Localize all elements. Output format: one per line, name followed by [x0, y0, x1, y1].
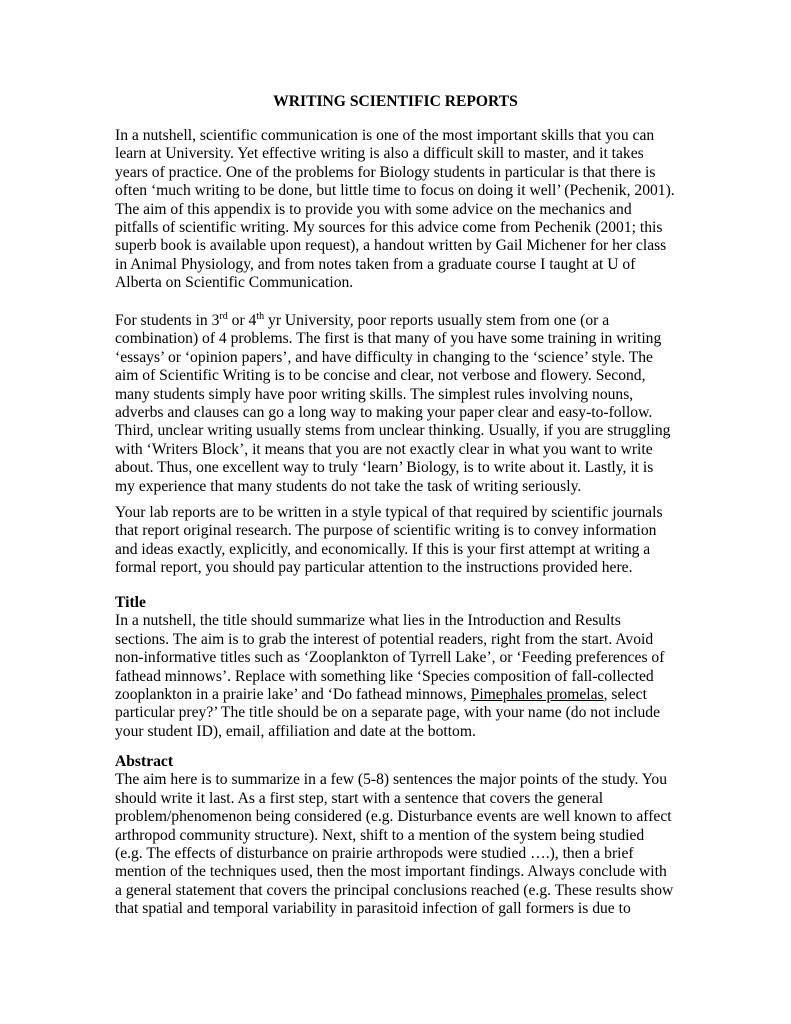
- paragraph-line: non-informative titles such as ‘Zooplankton of Tyrrell Lake’, or ‘Feeding preferences of: [115, 649, 665, 667]
- text: zooplankton in a prairie lake’ and ‘Do fathead minnows,: [115, 686, 471, 704]
- superscript: rd: [219, 311, 228, 322]
- paragraph-problems: [115, 312, 670, 496]
- paragraph-line: your student ID), email, affiliation and date at the bottom.: [115, 722, 476, 740]
- paragraph-line: that spatial and temporal variability in parasitoid infection of gall formers is due to: [115, 900, 631, 918]
- section-title: [115, 594, 664, 741]
- paragraph-line: adverbs and clauses can go a long way to making your paper clear and easy-to-follow.: [115, 404, 653, 422]
- paragraph-line: learn at University. Yet effective writing is also a difficult skill to master, and it takes: [115, 145, 644, 163]
- paragraph-line: In a nutshell, the title should summarize what lies in the Introduction and Results: [115, 612, 621, 630]
- paragraph-line: my experience that many students do not take the task of writing seriously.: [115, 477, 582, 495]
- paragraph-line: Alberta on Scientific Communication.: [115, 274, 354, 292]
- paragraph-line: with ‘Writers Block’, it means that you are not exactly clear in what you want to write: [115, 440, 653, 458]
- paragraph-line: Your lab reports are to be written in a style typical of that required by scientific journals: [115, 504, 663, 521]
- paragraph-line: many students simply have poor writing skills. The simplest rules involving nouns,: [115, 385, 634, 403]
- paragraph-line: The aim of this appendix is to provide you with some advice on the mechanics and: [115, 200, 632, 218]
- superscript: th: [256, 311, 265, 322]
- paragraph-line: that report original research. The purpose of scientific writing is to convey information: [115, 522, 657, 540]
- paragraph-line: problem/phenomenon being considered (e.g. Disturbance events are well known to affect: [115, 808, 672, 826]
- paragraph-line: aim of Scientific Writing is to be concise and clear, not verbose and flowery. Second,: [115, 367, 646, 385]
- paragraph-line: about. Thus, one excellent way to truly ‘learn’ Biology, is to write about it. Lastly, it is: [115, 459, 654, 477]
- section-heading: Title: [115, 594, 146, 611]
- document-title: WRITING SCIENTIFIC REPORTS: [273, 93, 518, 110]
- paragraph-line: Third, unclear writing usually stems from unclear thinking. Usually, if you are struggling: [115, 422, 671, 440]
- paragraph-line: arthropod community structure). Next, shift to a mention of the system being studied: [115, 826, 645, 844]
- species-name: Pimephales promelas: [470, 686, 604, 704]
- paragraph-line: pitfalls of scientific writing. My sources for this advice come from Pechenik (2001; this: [115, 219, 663, 237]
- text: For students in 3: [115, 312, 220, 329]
- paragraph-line: mention of the techniques used, then the most important findings. Always conclude with: [115, 863, 667, 881]
- paragraph-line: superb book is available upon request), a handout written by Gail Michener for her class: [115, 237, 667, 255]
- paragraph-line: [115, 312, 670, 330]
- paragraph-line: years of practice. One of the problems for Biology students in particular is that there is: [115, 163, 656, 181]
- paragraph-intro: [115, 127, 675, 293]
- paragraph-line: formal report, you should pay particular attention to the instructions provided here.: [115, 559, 633, 577]
- paragraph-line: ‘essays’ or ‘opinion papers’, and have difficulty in changing to the ‘science’ style. The: [115, 348, 653, 366]
- section-heading: Abstract: [115, 753, 174, 770]
- paragraph-line: fathead minnows’. Replace with something like ‘Species composition of fall-collected: [115, 667, 654, 685]
- paragraph-line: particular prey?’ The title should be on a separate page, with your name (do not include: [115, 704, 661, 722]
- paragraph-line: and ideas exactly, explicitly, and economically. If this is your first attempt at writing a: [115, 540, 651, 558]
- section-abstract: [115, 753, 673, 919]
- paragraph-line: often ‘much writing to be done, but little time to focus on doing it well’ (Pechenik, 2001).: [115, 182, 675, 200]
- text: , select: [603, 686, 647, 704]
- paragraph-line: a general statement that covers the principal conclusions reached (e.g. These results show: [115, 881, 674, 899]
- paragraph-line: In a nutshell, scientific communication is one of the most important skills that you can: [115, 127, 655, 144]
- paragraph-line: combination) of 4 problems. The first is that many of you have some training in writing: [115, 330, 662, 348]
- paragraph-line: The aim here is to summarize in a few (5-8) sentences the major points of the study. You: [115, 771, 668, 789]
- text: or 4: [227, 312, 257, 329]
- paragraph-line: [115, 686, 664, 704]
- paragraph-line: should write it last. As a first step, start with a sentence that covers the general: [115, 789, 604, 807]
- text: yr University, poor reports usually stem from one (or a: [264, 312, 610, 329]
- paragraph-line: (e.g. The effects of disturbance on prairie arthropods were studied ….), then a brief: [115, 845, 634, 863]
- paragraph-line: sections. The aim is to grab the interest of potential readers, right from the start. Avoid: [115, 630, 654, 648]
- paragraph-line: in Animal Physiology, and from notes taken from a graduate course I taught at U of: [115, 255, 636, 273]
- paragraph-lab-reports: [115, 504, 663, 578]
